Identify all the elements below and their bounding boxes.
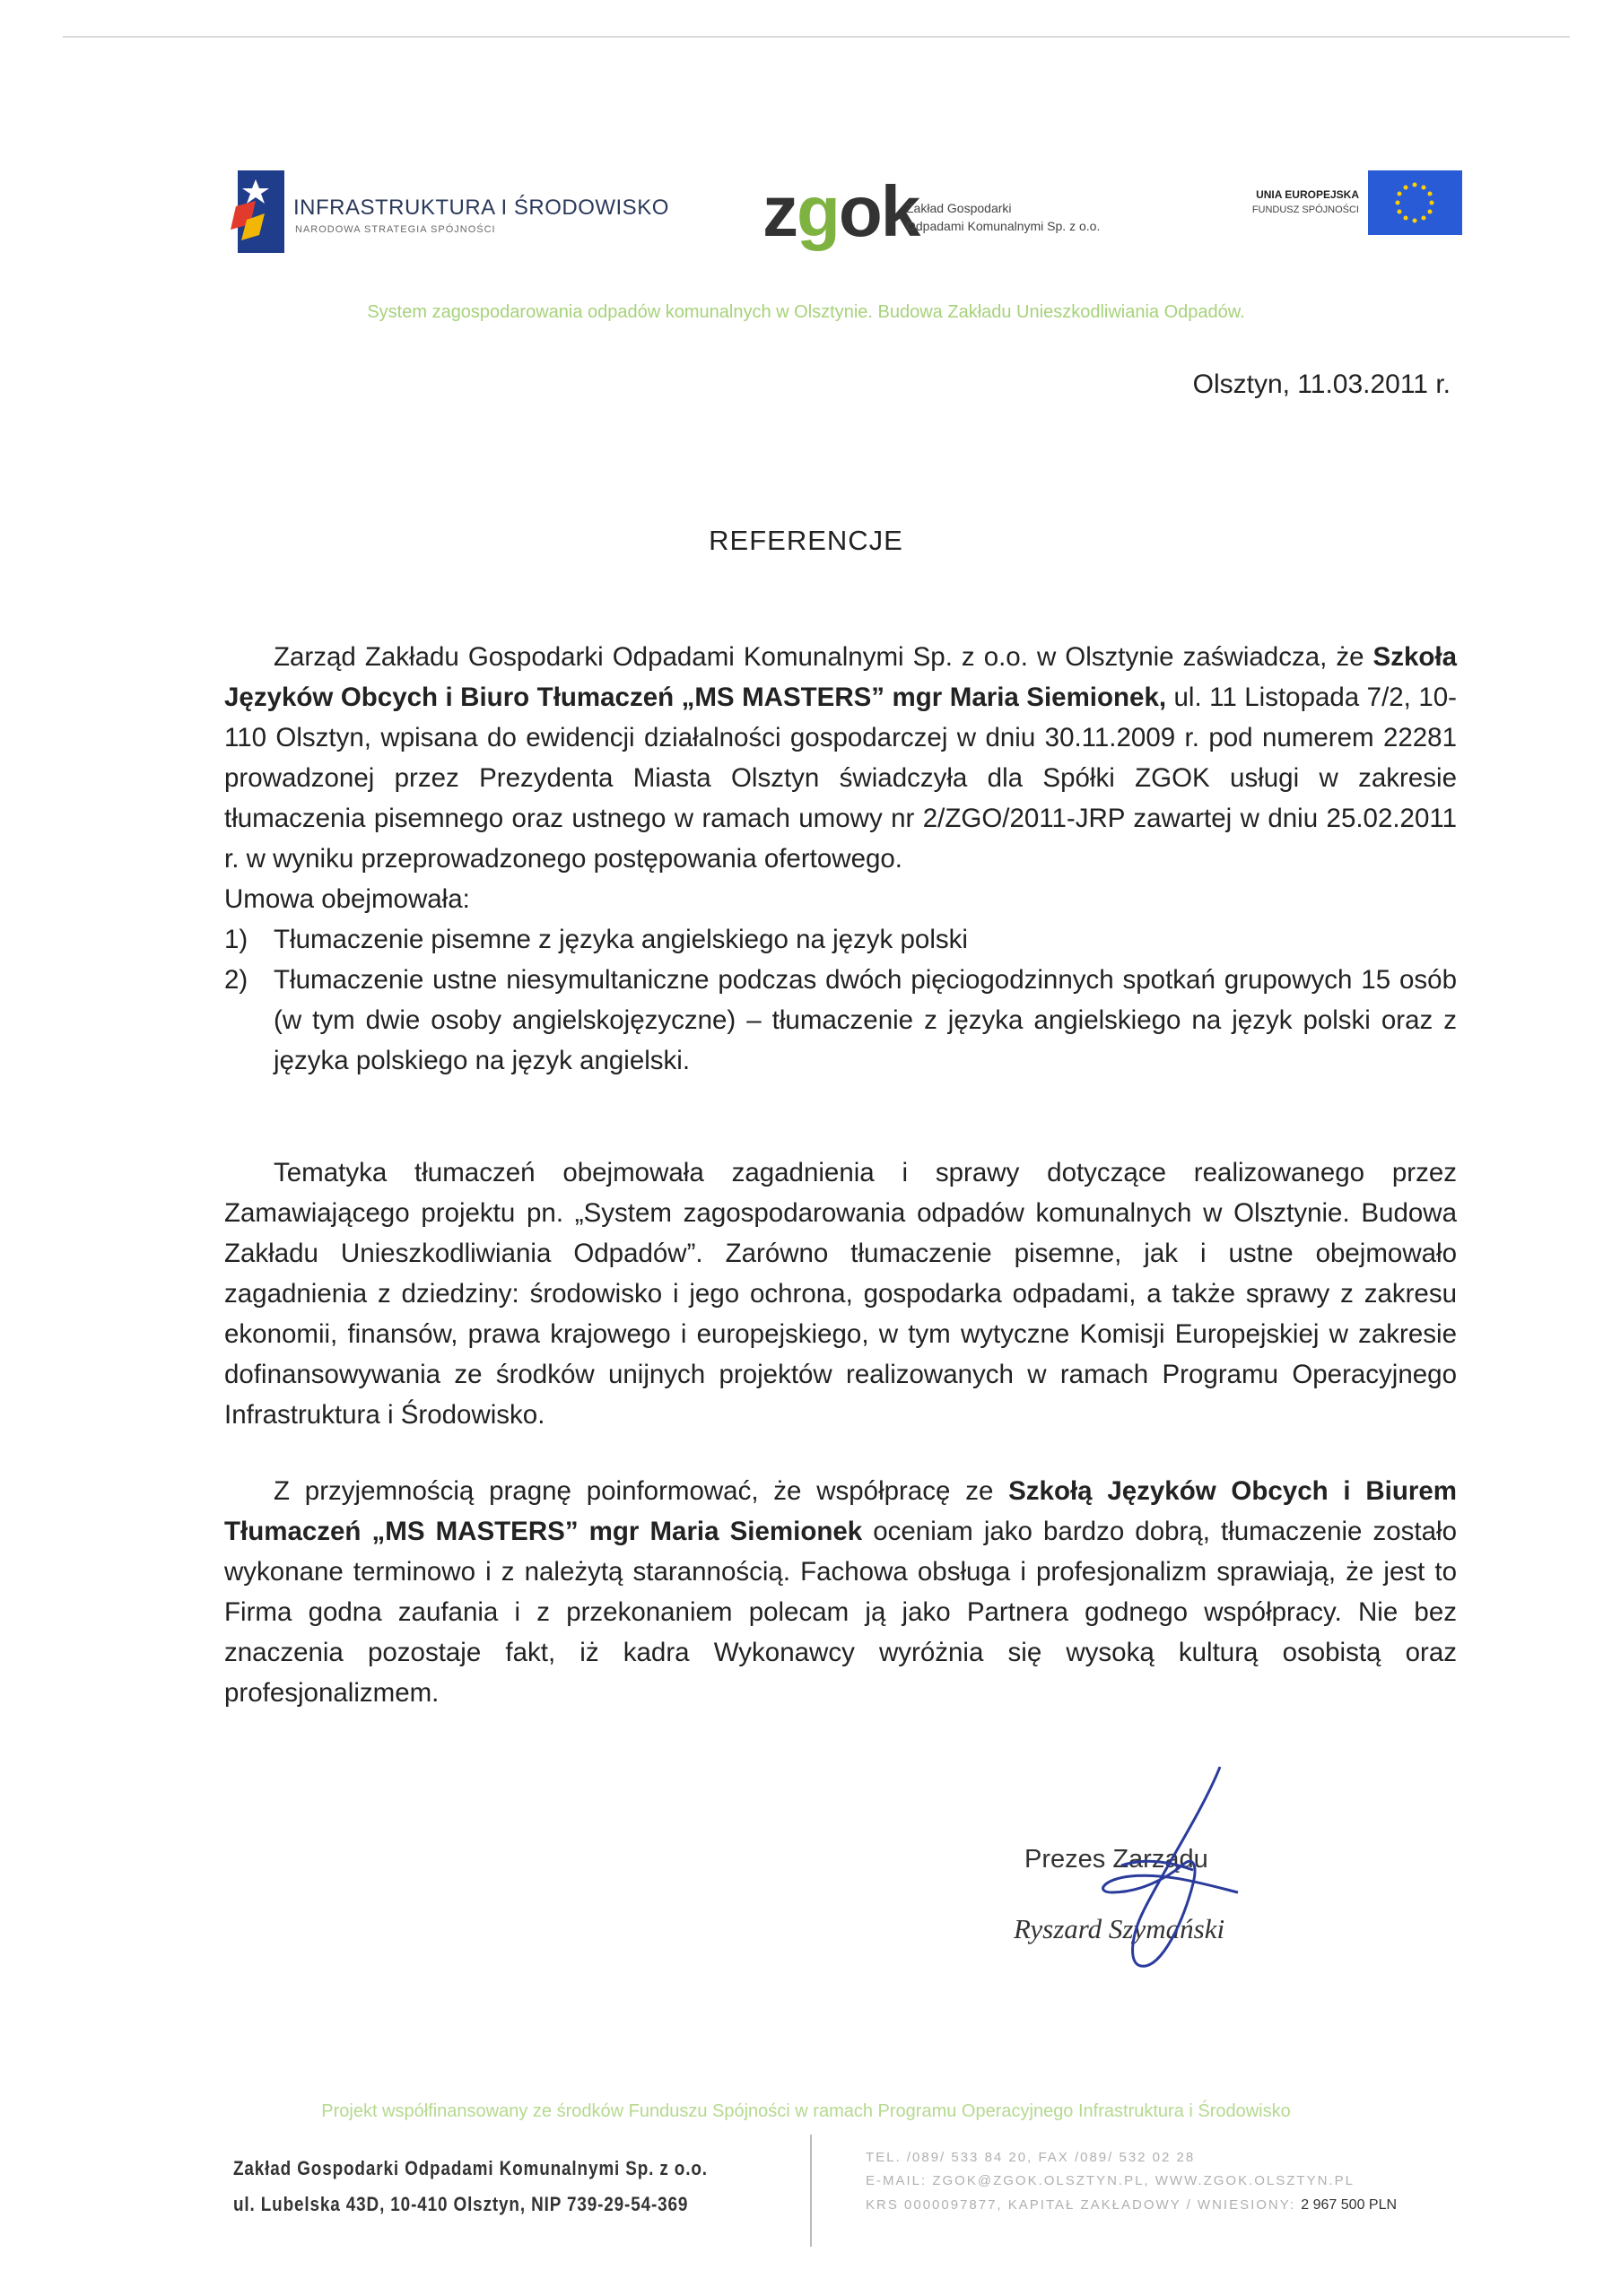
infrastruktura-emblem-icon <box>229 170 292 253</box>
paragraph-1 <box>224 637 1457 1081</box>
infra-title: INFRASTRUKTURA I ŚRODOWISKO <box>293 196 669 220</box>
letter-heading: REFERENCJE <box>709 525 903 556</box>
p3-text-a: Z przyjemnością pragnę poinformować, że współpracę ze <box>274 1476 1009 1506</box>
zgok-line-2: Odpadami Komunalnymi Sp. z o.o. <box>906 219 1101 233</box>
list-item: 2) Tłumaczenie ustne niesymultaniczne podczas dwóch pięciogodzinnych spotkań grupowych 15 osób (w tym dwie osoby angielskojęzyczne) – tłumaczenie z języka angielskiego na język polski oraz z języka polskiego na język angielski. <box>224 965 1457 1075</box>
p1-text-a: Zarząd Zakładu Gospodarki Odpadami Komunalnymi Sp. z o.o. w Olsztynie zaświadcza, że <box>274 642 1373 672</box>
p2-text: Tematyka tłumaczeń obejmowała zagadnienia i sprawy dotyczące realizowanego przez Zamawiającego projektu pn. „System zagospodarowania odpadów komunalnych w Olsztynie. Budowa Zakładu Unieszkodliwiania Odpadów”. Zarówno tłumaczenie pisemne, jak i ustne obejmowało zagadnienia z dziedziny: środowisko i jego ochrona, gospodarka odpadami, a także sprawy z zakresu ekonomii, finansów, prawa krajowego i europejskiego, w tym wytyczne Komisji Europejskiej w zakresie dofinansowywania ze środków unijnych projektów realizowanych w ramach Programu Operacyjnego Infrastruktura i Środowisko. <box>224 1158 1457 1430</box>
infra-subtitle: NARODOWA STRATEGIA SPÓJNOŚCI <box>295 224 496 235</box>
eu-logo <box>1220 170 1462 242</box>
paragraph-3 <box>224 1471 1457 1713</box>
p3-text-c: oceniam jako bardzo dobrą, tłumaczenie zostało wykonane terminowo i z należytą starannością. Fachowa obsługa i profesjonalizm sprawiają, że jest to Firma godna zaufania i z przekonaniem polecam ją jako Partnera godnego współpracy. Nie bez znaczenia pozostaje fakt, iż kadra Wykonawcy wyróżnia się wysoką kulturą osobistą oraz profesjonalizmem. <box>224 1517 1457 1708</box>
footer-phone: TEL. /089/ 533 84 20, FAX /089/ 532 02 28 <box>866 2150 1196 2165</box>
footer-divider <box>810 2135 812 2247</box>
zgok-line-1: Zakład Gospodarki <box>906 201 1012 215</box>
zgok-logo <box>762 170 1103 260</box>
eu-line-2: FUNDUSZ SPÓJNOŚCI <box>1251 204 1359 215</box>
p1-company-name: Szkoła Języków Obcych i Biuro Tłumaczeń „MS MASTERS” mgr Maria Siemionek, <box>224 642 1457 712</box>
cofinancing-note: Projekt współfinansowany ze środków Funduszu Spójności w ramach Programu Operacyjnego Infrastruktura i Środowisko <box>321 2101 1291 2121</box>
company-name-footer: Zakład Gospodarki Odpadami Komunalnymi Sp. z o.o. <box>233 2157 708 2179</box>
list-item: 1) Tłumaczenie pisemne z języka angielskiego na język polski <box>224 925 968 954</box>
eu-line-1: UNIA EUROPEJSKA <box>1256 188 1359 201</box>
eu-flag-icon <box>1368 170 1462 235</box>
p3-company-name: Szkołą Języków Obcych i Biurem Tłumaczeń „MS MASTERS” mgr Maria Siemionek <box>224 1476 1457 1546</box>
scope-list <box>224 919 1457 1081</box>
project-tagline: System zagospodarowania odpadów komunalnych w Olsztynie. Budowa Zakładu Unieszkodliwiania Odpadów. <box>367 302 1245 322</box>
signer-name: Ryszard Szymański <box>1014 1913 1225 1944</box>
infrastruktura-logo <box>229 170 695 260</box>
letter-date: Olsztyn, 11.03.2011 r. <box>1192 370 1451 399</box>
footer-email: E-MAIL: ZGOK@ZGOK.OLSZTYN.PL, WWW.ZGOK.OLSZTYN.PL <box>866 2173 1355 2188</box>
handwritten-signature <box>1059 1758 1292 1991</box>
paragraph-2 <box>224 1152 1457 1435</box>
company-address-footer: ul. Lubelska 43D, 10-410 Olsztyn, NIP 739-29-54-369 <box>233 2193 689 2215</box>
footer-krs: KRS 0000097877, KAPITAŁ ZAKŁADOWY / WNIESIONY: 2 967 500 PLN <box>866 2197 1398 2213</box>
top-divider <box>63 36 1570 38</box>
signer-title: Prezes Zarządu <box>1024 1845 1208 1874</box>
umowa-label: Umowa obejmowała: <box>224 884 470 914</box>
p1-text-c: ul. 11 Listopada 7/2, 10-110 Olsztyn, wpisana do ewidencji działalności gospodarczej w dniu 30.11.2009 r. pod numerem 22281 prowadzonej przez Prezydenta Miasta Olsztyn świadczyła dla Spółki ZGOK usługi w zakresie tłumaczenia pisemnego oraz ustnego w ramach umowy nr 2/ZGO/2011-JRP zawartej w dniu 25.02.2011 r. w wyniku przeprowadzonego postępowania ofertowego. <box>224 683 1457 874</box>
zgok-wordmark: zgok <box>762 171 919 251</box>
